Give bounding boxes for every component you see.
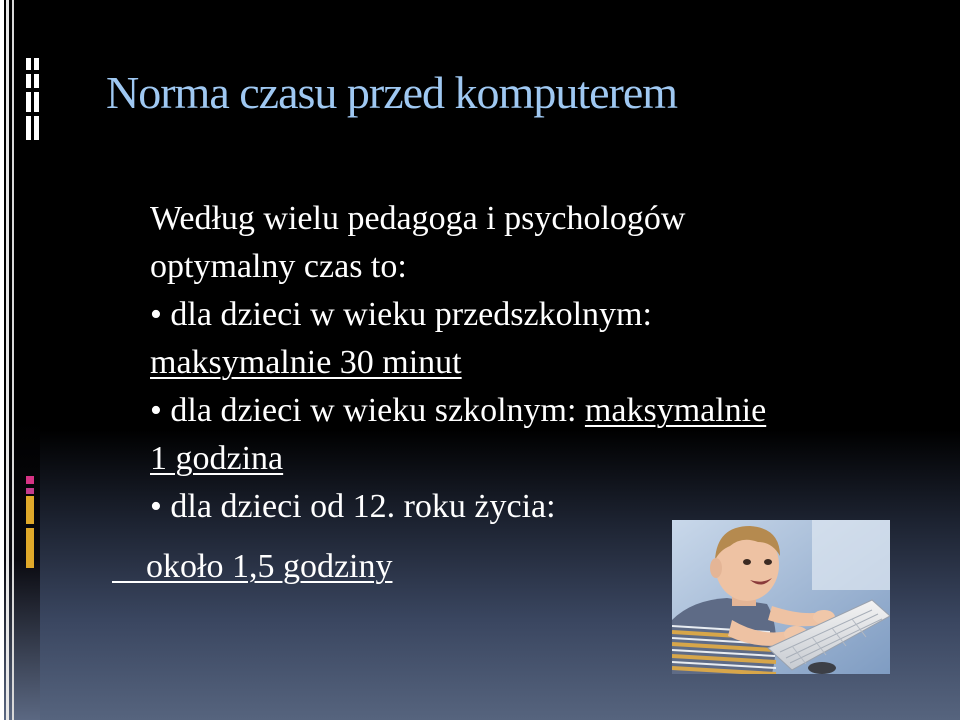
photo-illustration [672,520,890,674]
slide-title: Norma czasu przed komputerem [106,67,678,118]
intro-line: Według wielu pedagoga i psychologów [150,200,686,237]
accent-block [26,476,34,484]
grid-cell [26,74,31,88]
bullet-glyph: • [150,296,162,333]
bullet-glyph: • [150,392,162,429]
bullet-value: 1 godzina [150,440,284,477]
boy-at-keyboard-photo [672,520,890,674]
left-stripe [12,0,14,720]
bullet-item [150,387,890,435]
grid-cell [34,74,39,88]
bullet-label: dla dzieci w wieku przedszkolnym: [170,296,652,333]
bullet-item [150,291,890,339]
bullet-value: maksymalnie [584,392,767,429]
bullet-value: maksymalnie 30 minut [150,344,462,381]
grid-cell [34,58,39,70]
bullet-value [112,543,392,591]
left-stripe [0,0,4,720]
grid-cell [34,116,39,140]
grid-cell [26,58,31,70]
intro-line: optymalny czas to: [150,248,407,285]
grid-cell [26,92,31,112]
accent-block [26,488,34,494]
accent-block [26,496,34,524]
bullet-label: dla dzieci od 12. roku życia: [170,488,556,525]
accent-block [26,528,34,568]
slide-body [150,195,890,531]
grid-cell [26,116,31,140]
bullet-label: dla dzieci w wieku szkolnym: [170,392,577,429]
grid-cell [34,92,39,112]
decorative-grid [26,58,40,140]
left-stripe [6,0,9,720]
bullet-glyph: • [150,488,162,525]
bullet-value-text: około 1,5 godziny [146,548,393,585]
